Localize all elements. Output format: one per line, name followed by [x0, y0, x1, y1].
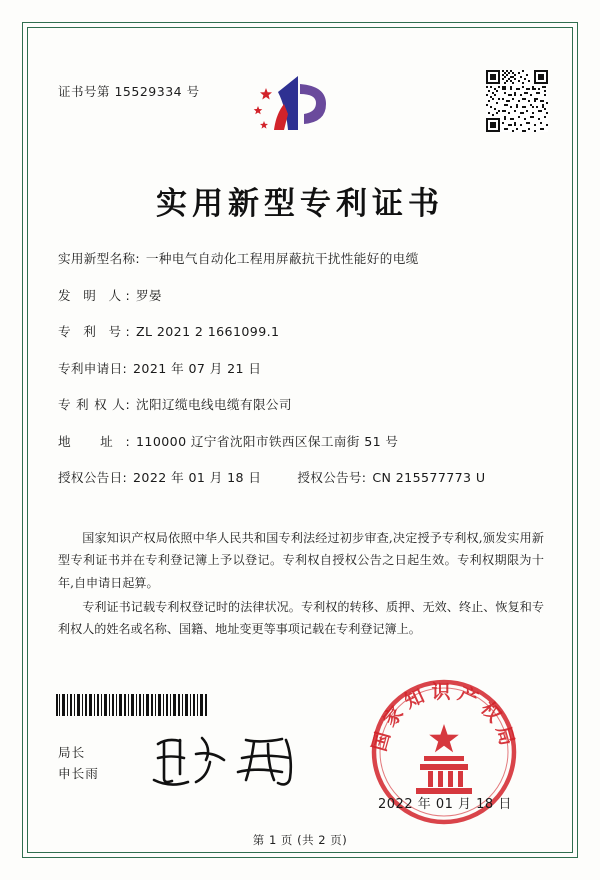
field-value: 2021 年 07 月 21 日 [133, 360, 262, 376]
fields-section [58, 248, 544, 504]
handwritten-signature [150, 728, 320, 790]
qr-code [486, 70, 548, 132]
legal-paragraph-1: 国家知识产权局依照中华人民共和国专利法经过初步审查,决定授予专利权,颁发实用新型专利证书并在专利登记簿上予以登记。专利权自授权公告之日起生效。专利权期限为十年,自申请日起算。 [58, 531, 544, 590]
field-label: 专利申请日: [58, 360, 128, 376]
barcode [56, 694, 208, 716]
field-row-patentee [58, 394, 544, 413]
field-value: 沈阳辽缆电线电缆有限公司 [136, 397, 292, 412]
field-value: 一种电气自动化工程用屏蔽抗干扰性能好的电缆 [145, 251, 419, 266]
field-label-grant-number: 授权公告号: [297, 470, 367, 485]
field-value: 110000 辽宁省沈阳市铁西区保工南街 51 号 [136, 433, 399, 449]
seal-date: 2022 年 01 月 18 日 [378, 797, 512, 812]
field-label-grant-date: 授权公告日: [58, 470, 128, 485]
field-value: ZL 2021 2 1661099.1 [136, 324, 280, 339]
field-value-grant-number: CN 215577773 U [372, 470, 486, 485]
field-value: 罗晏 [136, 287, 162, 303]
director-name: 申长雨 [58, 766, 99, 782]
field-label: 专 利 权 人: [58, 397, 130, 412]
field-label: 专 利 号: [58, 324, 130, 339]
field-label: 地 址: [58, 433, 130, 449]
svg-text:国家知识产权局: 国家知识产权局 [368, 681, 520, 754]
field-row-address [58, 431, 544, 450]
director-block [58, 742, 99, 785]
page-title: 实用新型专利证书 [156, 186, 444, 222]
page-footer: 第 1 页 (共 2 页) [252, 833, 348, 847]
field-row-grant [58, 467, 544, 486]
director-label: 局长 [58, 745, 86, 760]
cnipa-logo-icon [248, 68, 358, 146]
field-row-name [58, 248, 544, 267]
certificate-number: 证书号第 15529334 号 [58, 84, 200, 99]
legal-text [58, 527, 544, 643]
field-label: 实用新型名称: [58, 251, 140, 266]
field-row-patent-number [58, 321, 544, 340]
field-label: 发 明 人: [58, 287, 130, 303]
field-row-application-date [58, 358, 544, 377]
field-row-inventor [58, 285, 544, 304]
legal-paragraph-2: 专利证书记载专利权登记时的法律状况。专利权的转移、质押、无效、终止、恢复和专利权人的姓名或名称、国籍、地址变更等事项记载在专利登记簿上。 [58, 600, 544, 637]
field-value-grant-date: 2022 年 01 月 18 日 [133, 470, 262, 485]
